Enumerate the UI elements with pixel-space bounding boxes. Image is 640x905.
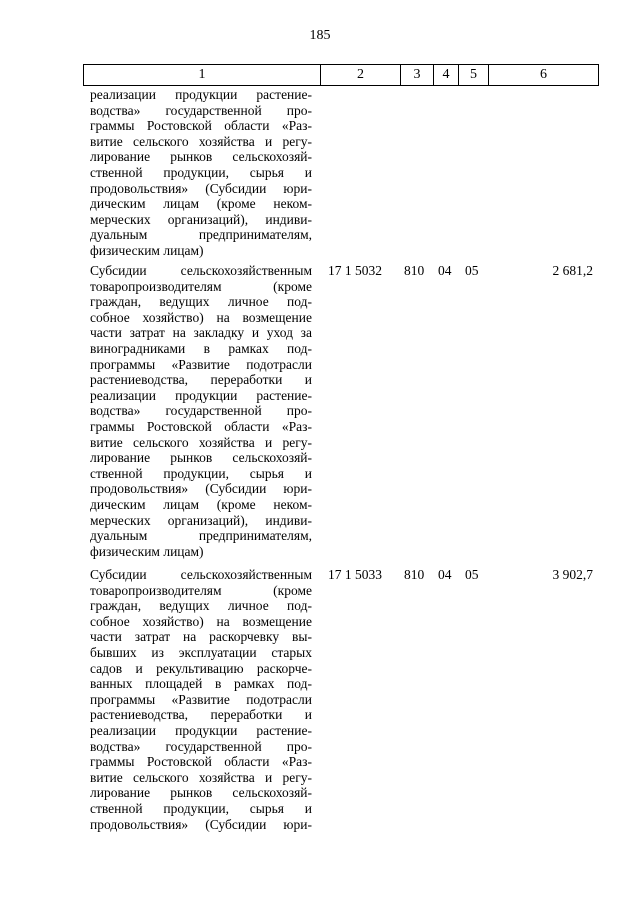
description-line: физическим лицам) [90, 242, 204, 258]
description-line: товаропроизводителям (кроме [90, 582, 312, 598]
table-row-2-col3: 810 [404, 263, 425, 278]
description-line: бывших из эксплуатации старых [90, 644, 312, 660]
description-line: дуальным предпринимателям, [90, 227, 312, 243]
table-row-2-description [90, 263, 312, 559]
header-col-1: 1 [198, 67, 206, 82]
table-row-1-description [90, 87, 312, 259]
description-line: продовольствия» (Субсидии юри- [90, 180, 312, 196]
description-line: витие сельского хозяйства и регу- [90, 434, 312, 450]
description-line: ванных площадей в рамках под- [90, 676, 312, 692]
header-col-3: 3 [400, 65, 433, 85]
header-col-5: 5 [458, 65, 488, 85]
description-line: виноградниками в рамках под- [90, 340, 312, 356]
description-line: ственной продукции, сырья и [90, 800, 312, 816]
description-line: части затрат на раскорчевку вы- [90, 629, 312, 645]
description-line: граммы Ростовской области «Раз- [90, 754, 312, 770]
description-line: дическим лицам (кроме неком- [90, 196, 312, 212]
description-line: граждан, ведущих личное под- [90, 598, 312, 614]
description-line: дическим лицам (кроме неком- [90, 496, 312, 512]
description-line: Субсидии сельскохозяйственным [90, 263, 312, 278]
table-row-2-amount: 2 681,2 [552, 263, 593, 278]
header-col-4: 4 [433, 65, 458, 85]
description-line: ственной продукции, сырья и [90, 164, 312, 180]
description-line: части затрат на закладку и уход за [90, 325, 312, 341]
description-line: собное хозяйство) на возмещение [90, 613, 312, 629]
table-row-3-col4: 04 [438, 567, 452, 582]
description-line: товаропроизводителям (кроме [90, 278, 312, 294]
table-row-3-col3: 810 [404, 567, 425, 582]
table-header [83, 64, 599, 86]
page-number: 185 [309, 28, 331, 43]
table-row-2-code: 17 1 5032 [328, 263, 382, 278]
description-line: лирование рынков сельскохозяй- [90, 149, 312, 165]
table-row-2-col5: 05 [465, 263, 479, 278]
description-line: программы «Развитие подотрасли [90, 356, 312, 372]
table-row-3-code: 17 1 5033 [328, 567, 382, 582]
description-line: физическим лицам) [90, 543, 204, 559]
description-line: ственной продукции, сырья и [90, 465, 312, 481]
description-line: мерческих организаций), индиви- [90, 512, 312, 528]
description-line: продовольствия» (Субсидии юри- [90, 481, 312, 497]
description-line: витие сельского хозяйства и регу- [90, 133, 312, 149]
description-line: мерческих организаций), индиви- [90, 211, 312, 227]
description-line: лирование рынков сельскохозяй- [90, 785, 312, 801]
header-col-6: 6 [488, 65, 598, 85]
description-line: водства» государственной про- [90, 738, 312, 754]
description-line: водства» государственной про- [90, 102, 312, 118]
description-line: собное хозяйство) на возмещение [90, 309, 312, 325]
description-line: садов и рекультивацию раскорче- [90, 660, 312, 676]
description-line: растениеводства, переработки и [90, 372, 312, 388]
description-line: реализации продукции растение- [90, 87, 312, 102]
description-line: реализации продукции растение- [90, 722, 312, 738]
description-line: граждан, ведущих личное под- [90, 294, 312, 310]
table-row-3-col5: 05 [465, 567, 479, 582]
description-line: водства» государственной про- [90, 403, 312, 419]
description-line: программы «Развитие подотрасли [90, 691, 312, 707]
table-row-2-col4: 04 [438, 263, 452, 278]
description-line: продовольствия» (Субсидии юри- [90, 816, 312, 832]
table-row-3-amount: 3 902,7 [552, 567, 593, 582]
description-line: граммы Ростовской области «Раз- [90, 118, 312, 134]
description-line: растениеводства, переработки и [90, 707, 312, 723]
description-line: Субсидии сельскохозяйственным [90, 567, 312, 582]
description-line: реализации продукции растение- [90, 387, 312, 403]
description-line: витие сельского хозяйства и регу- [90, 769, 312, 785]
description-line: дуальным предпринимателям, [90, 528, 312, 544]
description-line: лирование рынков сельскохозяй- [90, 450, 312, 466]
description-line: граммы Ростовской области «Раз- [90, 418, 312, 434]
table-row-3-description [90, 567, 312, 832]
header-col-2: 2 [320, 65, 400, 85]
